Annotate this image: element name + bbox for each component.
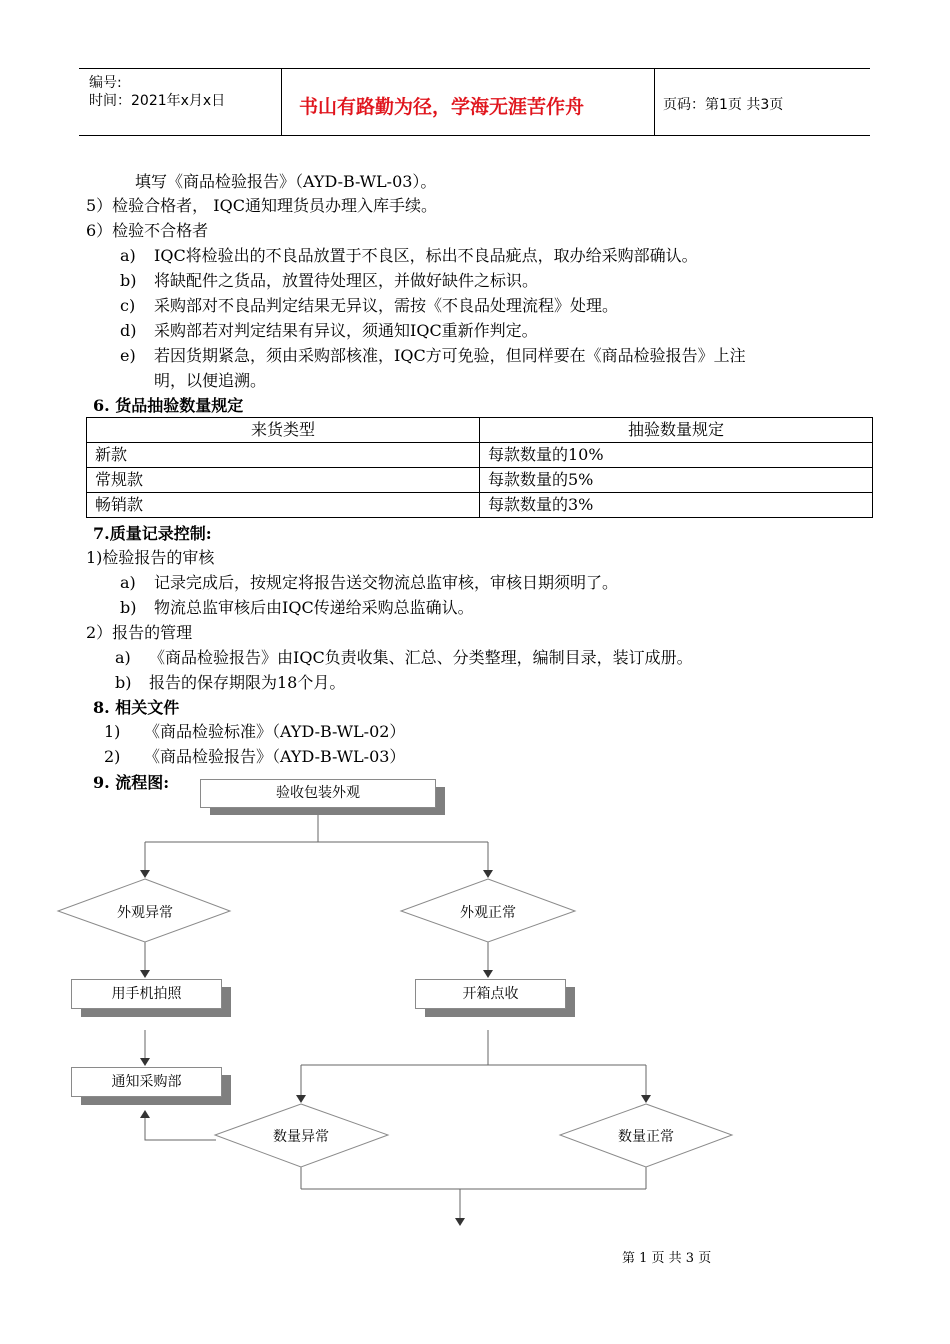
s7-1a-text: 记录完成后，按规定将报告送交物流总监审核，审核日期须明了。 xyxy=(154,573,619,592)
s7-1b-marker: b) xyxy=(120,598,137,617)
header-number-label: 编号: xyxy=(89,75,122,91)
flow-notify-box xyxy=(71,1067,222,1097)
flow-notify-label: 通知采购部 xyxy=(111,1074,182,1090)
table-cell: 每款数量的5% xyxy=(480,468,873,493)
s7-2b-text: 报告的保存期限为18个月。 xyxy=(149,673,346,692)
item-6: 6）检验不合格者 xyxy=(86,221,209,240)
item6-b-marker: b) xyxy=(120,271,137,290)
item6-d-marker: d) xyxy=(120,321,137,340)
flow-start-label: 验收包装外观 xyxy=(276,785,360,801)
section-9-title: 9. 流程图: xyxy=(93,773,170,792)
item-5: 5）检验合格者， IQC通知理货员办理入库手续。 xyxy=(86,196,437,215)
item6-e-text: 若因货期紧急，须由采购部核准，IQC方可免验，但同样要在《商品检验报告》上注 xyxy=(154,346,746,365)
table-header-cell: 来货类型 xyxy=(87,418,480,443)
abnormal-appearance-label: 外观异常 xyxy=(117,905,173,921)
flow-photo-box xyxy=(71,979,222,1009)
item6-c-text: 采购部对不良品判定结果无异议，需按《不良品处理流程》处理。 xyxy=(154,296,619,315)
s7-item-1: 1)检验报告的审核 xyxy=(86,548,215,567)
header-time-label: 时间：2021年x月x日 xyxy=(89,93,226,109)
item6-e-continuation: 明，以便追溯。 xyxy=(154,371,267,390)
table-cell: 新款 xyxy=(87,443,480,468)
s7-item-2: 2）报告的管理 xyxy=(86,623,193,642)
s7-2a-text: 《商品检验报告》由IQC负责收集、汇总、分类整理，编制目录，装订成册。 xyxy=(149,648,693,667)
fill-report-line: 填写《商品检验报告》（AYD-B-WL-03）。 xyxy=(135,172,437,191)
section-8-title: 8. 相关文件 xyxy=(93,698,180,717)
flow-open-box xyxy=(415,979,566,1009)
item6-a-text: IQC将检验出的不良品放置于不良区，标出不良品疵点，取办给采购部确认。 xyxy=(154,246,698,265)
normal-quantity-label: 数量正常 xyxy=(618,1129,674,1145)
item6-c-marker: c) xyxy=(120,296,136,315)
normal-appearance-label: 外观正常 xyxy=(460,905,516,921)
s7-1a-marker: a) xyxy=(120,573,136,592)
abnormal-quantity-label: 数量异常 xyxy=(273,1129,329,1145)
flow-open-label: 开箱点收 xyxy=(462,986,519,1002)
s8-1-text: 《商品检验标准》（AYD-B-WL-02） xyxy=(144,722,406,741)
s7-2b-marker: b) xyxy=(115,673,132,692)
header-motto: 书山有路勤为径，学海无涯苦作舟 xyxy=(299,96,585,118)
header-page-label: 页码：第1页 共3页 xyxy=(663,97,784,113)
s8-2-marker: 2) xyxy=(104,747,121,766)
table-cell: 畅销款 xyxy=(87,493,480,518)
s7-1b-text: 物流总监审核后由IQC传递给采购总监确认。 xyxy=(154,598,474,617)
table-cell: 常规款 xyxy=(87,468,480,493)
s7-2a-marker: a) xyxy=(115,648,131,667)
table-header-cell: 抽验数量规定 xyxy=(480,418,873,443)
footer-page-number: 第 1 页 共 3 页 xyxy=(622,1251,712,1266)
item6-b-text: 将缺配件之货品，放置待处理区，并做好缺件之标识。 xyxy=(154,271,539,290)
flow-photo-label: 用手机拍照 xyxy=(111,986,182,1002)
table-cell: 每款数量的10% xyxy=(480,443,873,468)
s8-2-text: 《商品检验报告》（AYD-B-WL-03） xyxy=(144,747,406,766)
s8-1-marker: 1) xyxy=(104,722,121,741)
item6-e-marker: e) xyxy=(120,346,136,365)
section-6-title: 6. 货品抽验数量规定 xyxy=(93,396,244,415)
table-cell: 每款数量的3% xyxy=(480,493,873,518)
item6-a-marker: a) xyxy=(120,246,136,265)
section-7-title: 7.质量记录控制: xyxy=(93,524,212,543)
item6-d-text: 采购部若对判定结果有异议，须通知IQC重新作判定。 xyxy=(154,321,538,340)
flow-start-box xyxy=(200,779,436,808)
